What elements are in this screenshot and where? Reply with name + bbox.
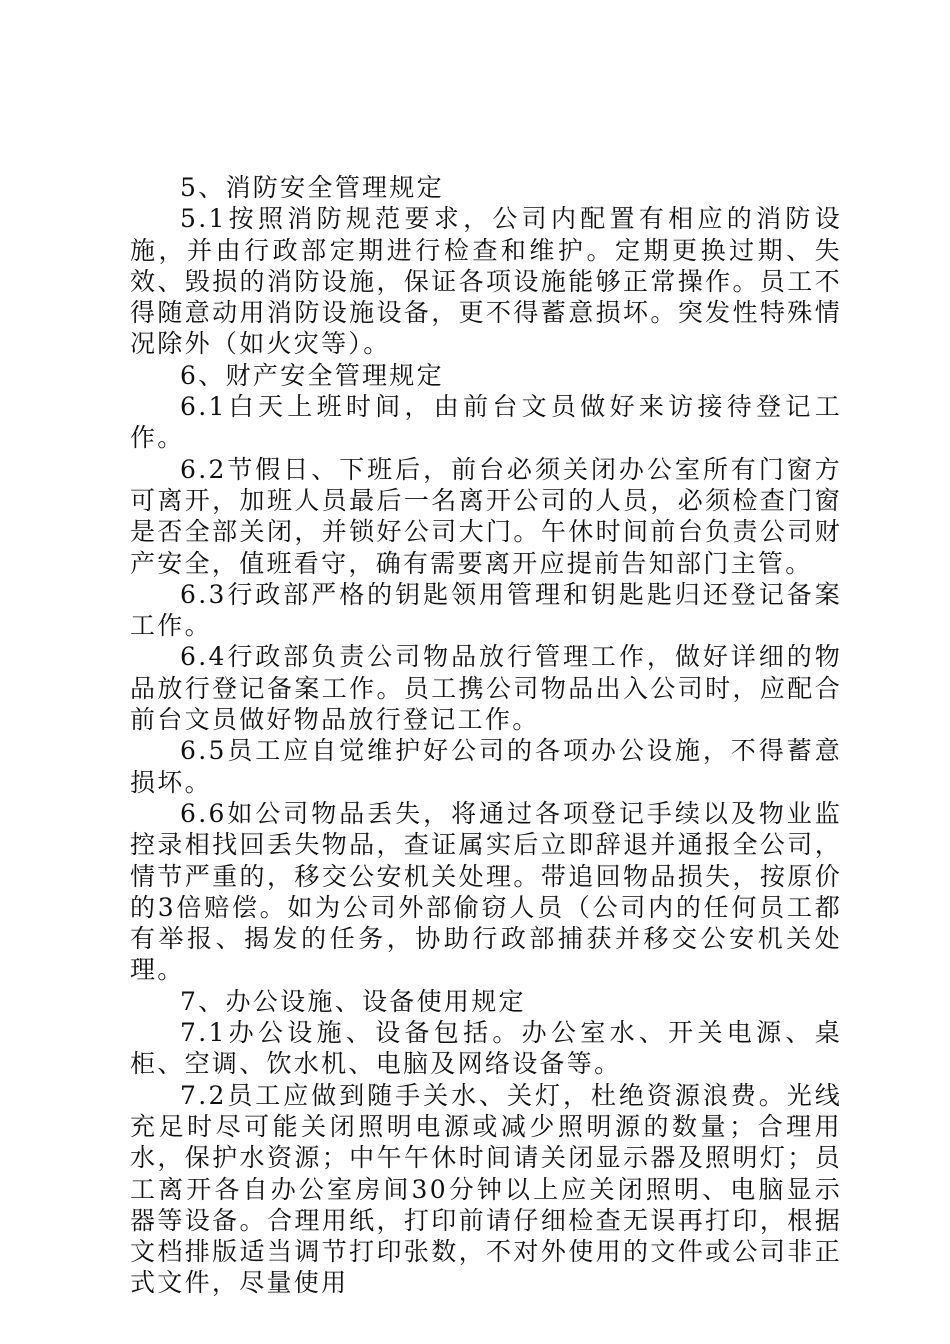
paragraph-6-3: 6.3行政部严格的钥匙领用管理和钥匙匙归还登记备案工作。 <box>130 579 842 641</box>
paragraph-5-1: 5.1按照消防规范要求，公司内配置有相应的消防设施，并由行政部定期进行检查和维护。定期更换过期、失效、毁损的消防设施，保证各项设施能够正常操作。员工不得随意动用消防设施设备，更不得蓄意损坏。突发性特殊情况除外（如火灾等）。 <box>130 204 842 359</box>
document-body <box>130 172 842 1299</box>
paragraph-6-6: 6.6如公司物品丢失，将通过各项登记手续以及物业监控录相找回丢失物品，查证属实后立即辞退并通报全公司，情节严重的，移交公安机关处理。带追回物品损失，按原价的3倍赔偿。如为公司外部偷窃人员（公司内的任何员工都有举报、揭发的任务，协助行政部捕获并移交公安机关处理。 <box>130 798 842 985</box>
paragraph-6-1: 6.1白天上班时间，由前台文员做好来访接待登记工作。 <box>130 392 842 453</box>
paragraph-6-5: 6.5员工应自觉维护好公司的各项办公设施，不得蓄意损坏。 <box>130 736 842 797</box>
paragraph-6-4: 6.4行政部负责公司物品放行管理工作，做好详细的物品放行登记备案工作。员工携公司物品出入公司时，应配合前台文员做好物品放行登记工作。 <box>130 642 842 735</box>
paragraph-6-2: 6.2节假日、下班后，前台必须关闭办公室所有门窗方可离开，加班人员最后一名离开公司的人员，必须检查门窗是否全部关闭，并锁好公司大门。午休时间前台负责公司财产安全，值班看守，确有需要离开应提前告知部门主管。 <box>130 454 842 578</box>
paragraph-7-2: 7.2员工应做到随手关水、关灯，杜绝资源浪费。光线充足时尽可能关闭照明电源或减少照明源的数量；合理用水，保护水资源；中午午休时间请关闭显示器及照明灯；员工离开各自办公室房间30分钟以上应关闭照明、电脑显示器等设备。合理用纸，打印前请仔细检查无误再打印，根据文档排版适当调节打印张数，不对外使用的文件或公司非正式文件，尽量使用 <box>130 1080 842 1298</box>
section-7-heading: 7、办公设施、设备使用规定 <box>180 986 526 1016</box>
section-6-heading: 6、财产安全管理规定 <box>180 360 444 390</box>
section-5-heading: 5、消防安全管理规定 <box>180 173 444 202</box>
paragraph-7-1: 7.1办公设施、设备包括。办公室水、开关电源、桌柜、空调、饮水机、电脑及网络设备等。 <box>130 1018 842 1079</box>
